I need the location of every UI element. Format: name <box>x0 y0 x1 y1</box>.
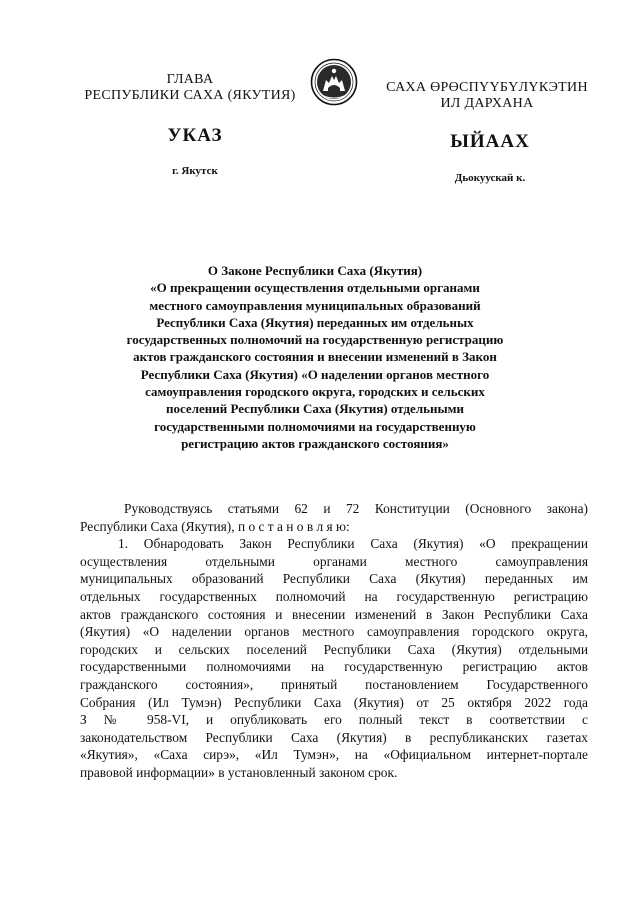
header-left-line1: ГЛАВА <box>166 72 214 87</box>
item-1-line: гражданского состояния», принятый постановлением Государственного <box>80 676 588 692</box>
title-line: регистрацию актов гражданского состояния» <box>181 435 449 451</box>
header-right-line2: ИЛ ДАРХАНА <box>440 96 534 111</box>
title-line: государственных полномочий на государственную регистрацию <box>126 332 504 348</box>
city-ru: г. Якутск <box>172 165 218 177</box>
title-line: самоуправления городского округа, городских и сельских <box>145 384 485 400</box>
item-1-line: осуществления отдельными органами местного самоуправления <box>80 553 588 569</box>
decree-title <box>105 262 525 452</box>
item-1-line: (Якутия) «О наделении органов местного самоуправления городского округа, <box>80 624 588 640</box>
item-1-line: правовой информации» в установленный законом срок. <box>80 764 398 780</box>
item-1-line: отдельных государственных полномочий на государственную регистрацию <box>80 588 588 604</box>
header-left-line2: РЕСПУБЛИКИ САХА (ЯКУТИЯ) <box>84 88 296 103</box>
item-1-line: актов гражданского состояния и внесении изменений в Закон Республики Саха <box>80 606 588 622</box>
title-line: Республики Саха (Якутия) переданных им отдельных <box>156 314 474 330</box>
title-line: актов гражданского состояния и внесении изменений в Закон <box>133 349 497 365</box>
item-1-line: городских и сельских поселений Республики Саха (Якутия) отдельными <box>80 641 588 657</box>
title-line: «О прекращении осуществления отдельными органами <box>150 280 480 296</box>
item-1-line: муниципальных образований Республики Саха (Якутия) переданных им <box>80 571 588 587</box>
item-1-line: Собрания (Ил Тумэн) Республики Саха (Якутия) от 25 октября 2022 года <box>80 694 588 710</box>
title-line: местного самоуправления муниципальных образований <box>149 297 481 313</box>
item-1-line: «Якутия», «Саха сирэ», «Ил Тумэн», на «Официальном интернет-портале <box>80 747 588 763</box>
preamble-line: Руководствуясь статьями 62 и 72 Конституции (Основного закона) <box>124 501 588 516</box>
item-1-line: 1. Обнародовать Закон Республики Саха (Якутия) «О прекращении <box>118 536 588 552</box>
header-right-block <box>372 80 602 112</box>
doc-type-ru: УКАЗ <box>167 125 223 146</box>
decree-body <box>80 500 588 782</box>
city-sah: Дьокуускай к. <box>454 172 526 184</box>
coat-of-arms-emblem <box>310 58 358 106</box>
title-line: поселений Республики Саха (Якутия) отдельными <box>166 401 464 417</box>
title-line: Республики Саха (Якутия) «О наделении органов местного <box>140 366 490 382</box>
item-1-line: государственными полномочиями на государственную регистрацию актов <box>80 659 588 675</box>
preamble-line: Республики Саха (Якутия), п о с т а н о в л я ю: <box>80 518 350 534</box>
header-right-line1: САХА ӨРӨСПҮҮБҮЛҮКЭТИН <box>386 80 588 95</box>
title-line: О Законе Республики Саха (Якутия) <box>207 263 423 278</box>
title-line: государственными полномочиями на государственную <box>154 418 476 434</box>
doc-type-sah: ЫЙААХ <box>450 131 530 152</box>
header-left-block <box>60 72 320 104</box>
item-1-line: З № 958-VI, и опубликовать его полный текст в соответствии с <box>80 712 588 728</box>
item-1-line: законодательством Республики Саха (Якутия) в республиканских газетах <box>80 729 588 745</box>
